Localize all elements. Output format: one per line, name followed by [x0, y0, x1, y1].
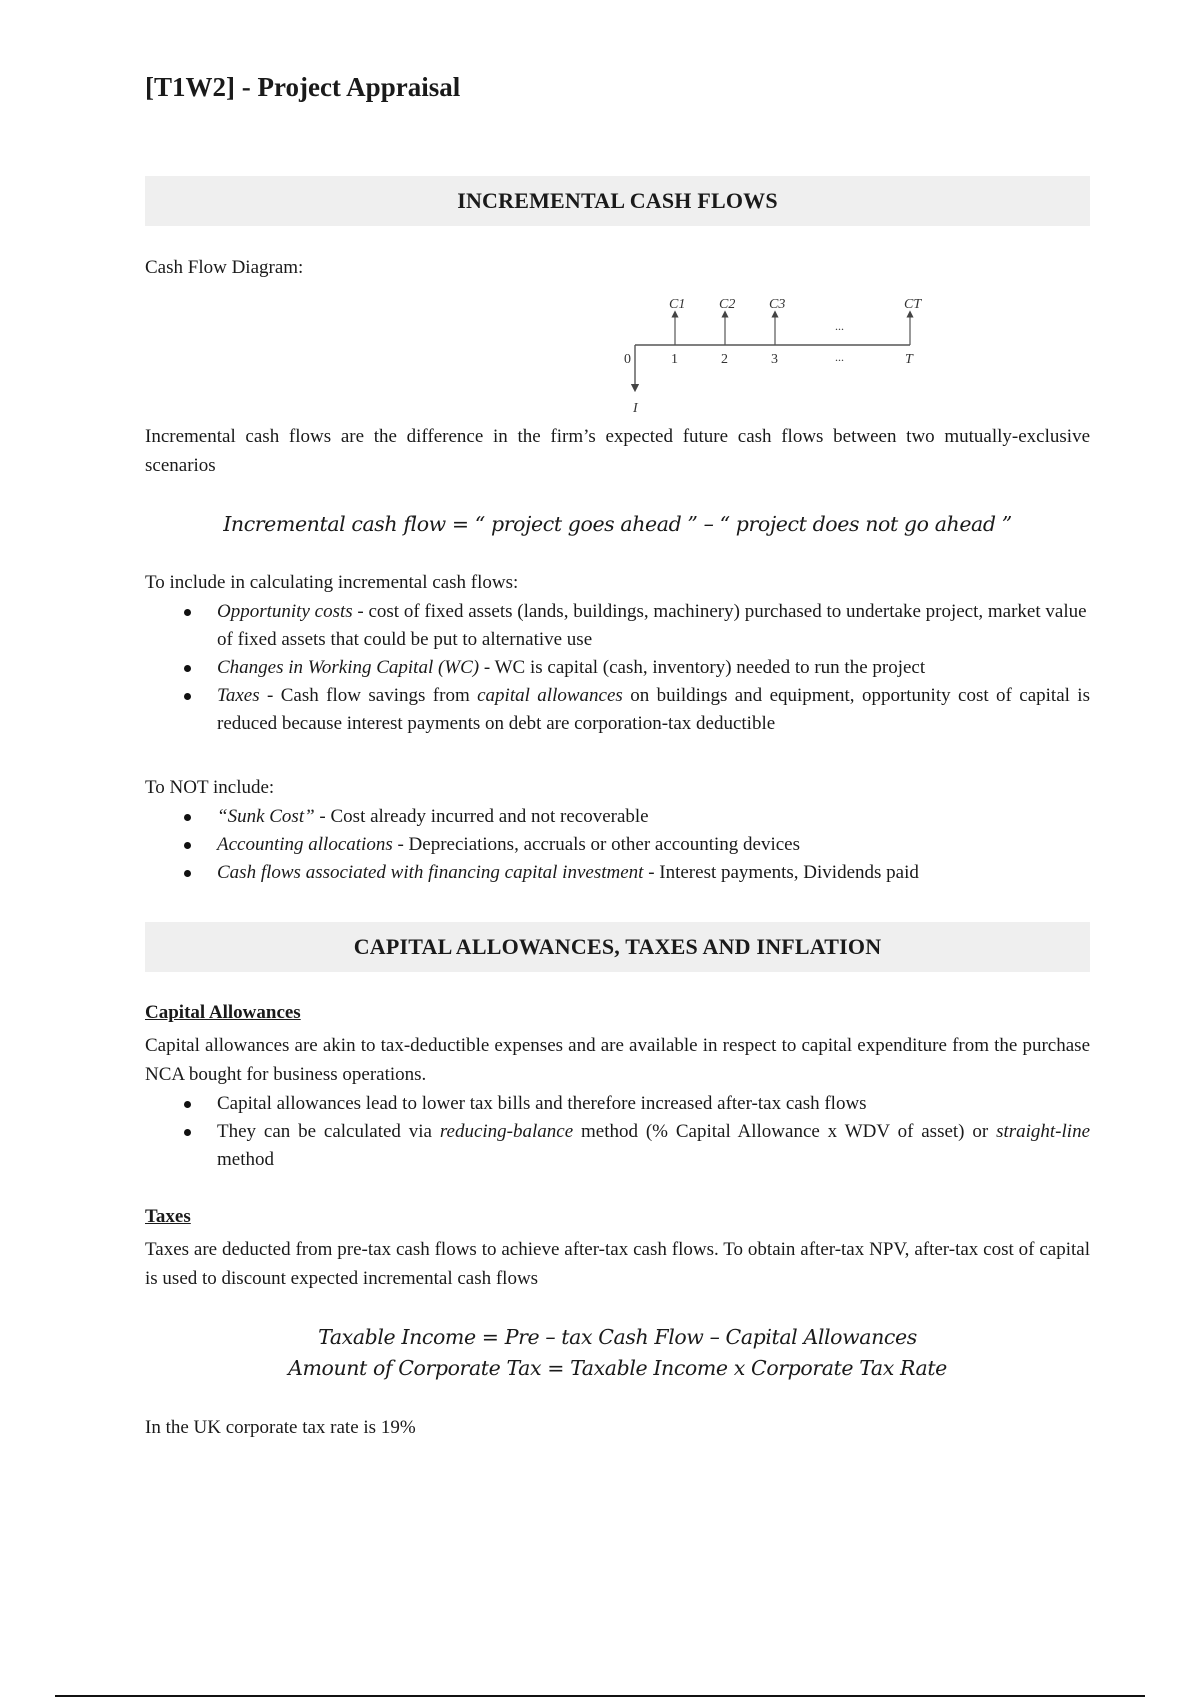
term-reducing-balance: reducing-balance [439, 1121, 574, 1142]
cash-label-ellipsis: ... [835, 319, 844, 333]
section-heading-incremental-cash-flows [145, 176, 1090, 226]
list-item [145, 803, 1090, 831]
list-item [145, 1090, 1090, 1118]
incremental-definition: Incremental cash flows are the difference in the firm’s expected future cash flows between two mutually-exclusive scenarios [145, 426, 1090, 476]
document-title: [T1W2] - Project Appraisal [145, 72, 461, 102]
period-label-T: T [905, 352, 913, 367]
item-text: - Cash flow savings from [259, 685, 478, 706]
term-opportunity-costs: Opportunity costs [217, 601, 353, 622]
period-label-0: 0 [624, 352, 631, 367]
footer-rule [55, 1695, 1145, 1697]
item-text: method [217, 1149, 274, 1170]
item-text: - Cost already incurred and not recoverable [314, 806, 649, 827]
list-item [145, 682, 1090, 738]
term-financing-cash-flows: Cash flows associated with financing capital investment [217, 862, 644, 883]
item-text: Capital allowances lead to lower tax bills and therefore increased after-tax cash flows [217, 1093, 867, 1114]
item-text: - Depreciations, accruals or other accounting devices [392, 834, 801, 855]
cash-label-1: C1 [669, 297, 686, 312]
list-item [145, 831, 1090, 859]
capital-allowances-heading: Capital Allowances [145, 1002, 301, 1023]
term-taxes: Taxes [217, 685, 260, 706]
exclude-list [145, 803, 1090, 887]
list-item [145, 859, 1090, 887]
term-straight-line: straight-line [996, 1121, 1091, 1142]
section-heading-text: CAPITAL ALLOWANCES, TAXES AND INFLATION [353, 934, 882, 959]
item-text: on buildings and equipment, opportunity cost of capital is reduced because interest payments on debt are corporation-tax deductible [217, 685, 1090, 734]
capital-allowances-text: Capital allowances are akin to tax-deductible expenses and are available in respect to capital expenditure from the purchase NCA bought for business operations. [145, 1035, 1090, 1085]
taxable-income-formula: Taxable Income = Pre – tax Cash Flow – Capital Allowances [318, 1325, 917, 1349]
period-label-ellipsis: ... [835, 350, 844, 364]
list-item [145, 598, 1090, 654]
taxes-heading: Taxes [145, 1206, 191, 1227]
initial-investment-label: I [633, 401, 638, 416]
taxes-text: Taxes are deducted from pre-tax cash flows to achieve after-tax cash flows. To obtain after-tax NPV, after-tax cost of capital is used to discount expected incremental cash flows [145, 1239, 1090, 1289]
period-label-3: 3 [771, 352, 778, 367]
list-item [145, 654, 1090, 682]
cash-label-3: C3 [769, 297, 786, 312]
uk-tax-rate-note: In the UK corporate tax rate is 19% [145, 1417, 416, 1438]
item-text: They can be calculated via [217, 1121, 440, 1142]
cash-flow-diagram-label: Cash Flow Diagram: [145, 257, 304, 278]
exclude-intro: To NOT include: [145, 777, 275, 798]
cash-label-2: C2 [719, 297, 736, 312]
section-heading-capital-allowances [145, 922, 1090, 972]
term-capital-allowances: capital allowances [477, 685, 623, 706]
period-label-1: 1 [671, 352, 678, 367]
include-intro: To include in calculating incremental cash flows: [145, 572, 519, 593]
list-item [145, 1118, 1090, 1174]
term-accounting-allocations: Accounting allocations [217, 834, 393, 855]
term-sunk-cost: “Sunk Cost” [217, 806, 315, 827]
cash-label-T: CT [904, 297, 922, 312]
cash-flow-diagram [595, 290, 935, 420]
period-label-2: 2 [721, 352, 728, 367]
capital-allowances-list [145, 1090, 1090, 1174]
section-heading-text: INCREMENTAL CASH FLOWS [457, 188, 778, 213]
item-text: - WC is capital (cash, inventory) needed to run the project [479, 657, 926, 678]
include-list [145, 598, 1090, 738]
item-text: - cost of fixed assets (lands, buildings, machinery) purchased to undertake project, market value of fixed assets that could be put to alternative use [217, 601, 1087, 650]
item-text: - Interest payments, Dividends paid [643, 862, 919, 883]
corporate-tax-formula: Amount of Corporate Tax = Taxable Income x Corporate Tax Rate [288, 1356, 947, 1380]
incremental-formula: Incremental cash flow = “ project goes ahead ” – “ project does not go ahead ” [223, 512, 1012, 536]
term-working-capital: Changes in Working Capital (WC) [217, 657, 480, 678]
item-text: method (% Capital Allowance x WDV of asset) or [573, 1121, 997, 1142]
